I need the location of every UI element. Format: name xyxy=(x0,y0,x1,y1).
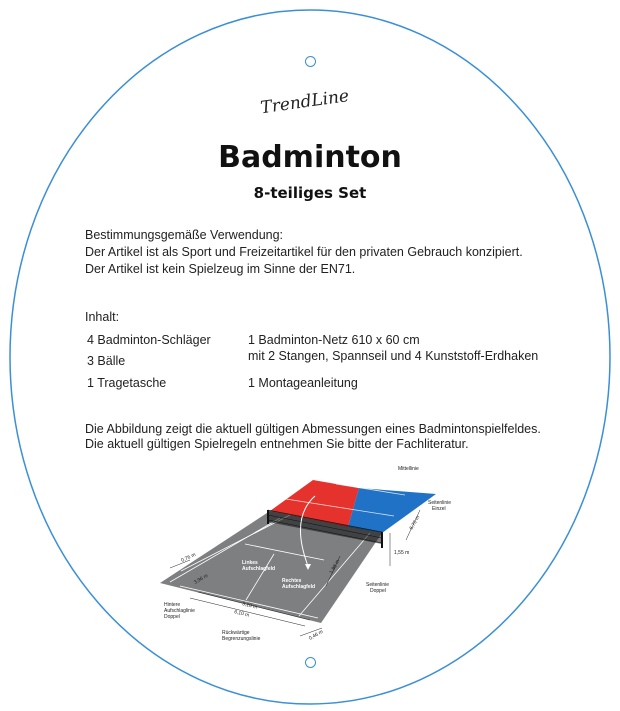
svg-text:3,96 m: 3,96 m xyxy=(193,572,210,586)
svg-text:1,98 m: 1,98 m xyxy=(328,558,342,575)
svg-text:6,10 m: 6,10 m xyxy=(233,609,250,619)
svg-text:Seitenlinie: Seitenlinie xyxy=(428,500,452,506)
contents-item: 1 Tragetasche xyxy=(87,376,167,390)
page-title: Badminton xyxy=(218,140,402,175)
svg-text:Aufschlagfeld: Aufschlagfeld xyxy=(242,566,276,572)
svg-text:Doppel: Doppel xyxy=(164,614,180,620)
svg-text:Hintere: Hintere xyxy=(164,602,181,608)
contents-item: 1 Badminton-Netz 610 x 60 cm xyxy=(248,333,420,347)
svg-text:Mittellinie: Mittellinie xyxy=(398,466,419,472)
contents-heading: Inhalt: xyxy=(85,310,120,324)
contents-item: 4 Badminton-Schläger xyxy=(87,333,211,347)
svg-text:0,76 m: 0,76 m xyxy=(180,551,197,564)
trendline-logo xyxy=(258,82,368,118)
contents-item: 3 Bälle xyxy=(87,354,126,368)
svg-text:5,18 m: 5,18 m xyxy=(241,601,258,611)
svg-text:Aufschlagfeld: Aufschlagfeld xyxy=(282,584,316,590)
note-line-1: Die Abbildung zeigt die aktuell gültigen Abmessungen eines Badmintonspielfeldes. xyxy=(85,422,541,436)
page-subtitle: 8-teiliges Set xyxy=(253,184,367,202)
svg-text:TrendLine: TrendLine xyxy=(259,86,351,118)
svg-text:Aufschlaglinie: Aufschlaglinie xyxy=(164,608,195,614)
contents-item: 1 Montageanleitung xyxy=(248,376,358,390)
usage-heading: Bestimmungsgemäße Verwendung: xyxy=(85,228,284,242)
court-diagram xyxy=(150,458,470,663)
svg-text:Seitenlinie: Seitenlinie xyxy=(366,582,390,588)
note-line-2: Die aktuell gültigen Spielregeln entnehmen Sie bitte der Fachliteratur. xyxy=(85,437,469,451)
svg-text:Einzel: Einzel xyxy=(432,506,446,512)
svg-text:Linkes: Linkes xyxy=(242,560,258,566)
svg-text:Rückwärtige: Rückwärtige xyxy=(222,630,250,636)
usage-line-1: Der Artikel ist als Sport und Freizeitartikel für den privaten Gebrauch konzipiert. xyxy=(85,245,523,259)
top-hanging-hole xyxy=(305,56,316,67)
svg-text:6,70 m: 6,70 m xyxy=(408,514,422,531)
svg-text:1,55 m: 1,55 m xyxy=(394,550,410,556)
svg-text:Rechtes: Rechtes xyxy=(282,578,302,584)
svg-text:Doppel: Doppel xyxy=(370,588,386,594)
svg-text:0,46 m: 0,46 m xyxy=(308,628,325,642)
usage-line-2: Der Artikel ist kein Spielzeug im Sinne der EN71. xyxy=(85,262,356,276)
contents-item: mit 2 Stangen, Spannseil und 4 Kunststoff-Erdhaken xyxy=(248,349,539,363)
svg-text:Begrenzungslinie: Begrenzungslinie xyxy=(222,636,261,642)
